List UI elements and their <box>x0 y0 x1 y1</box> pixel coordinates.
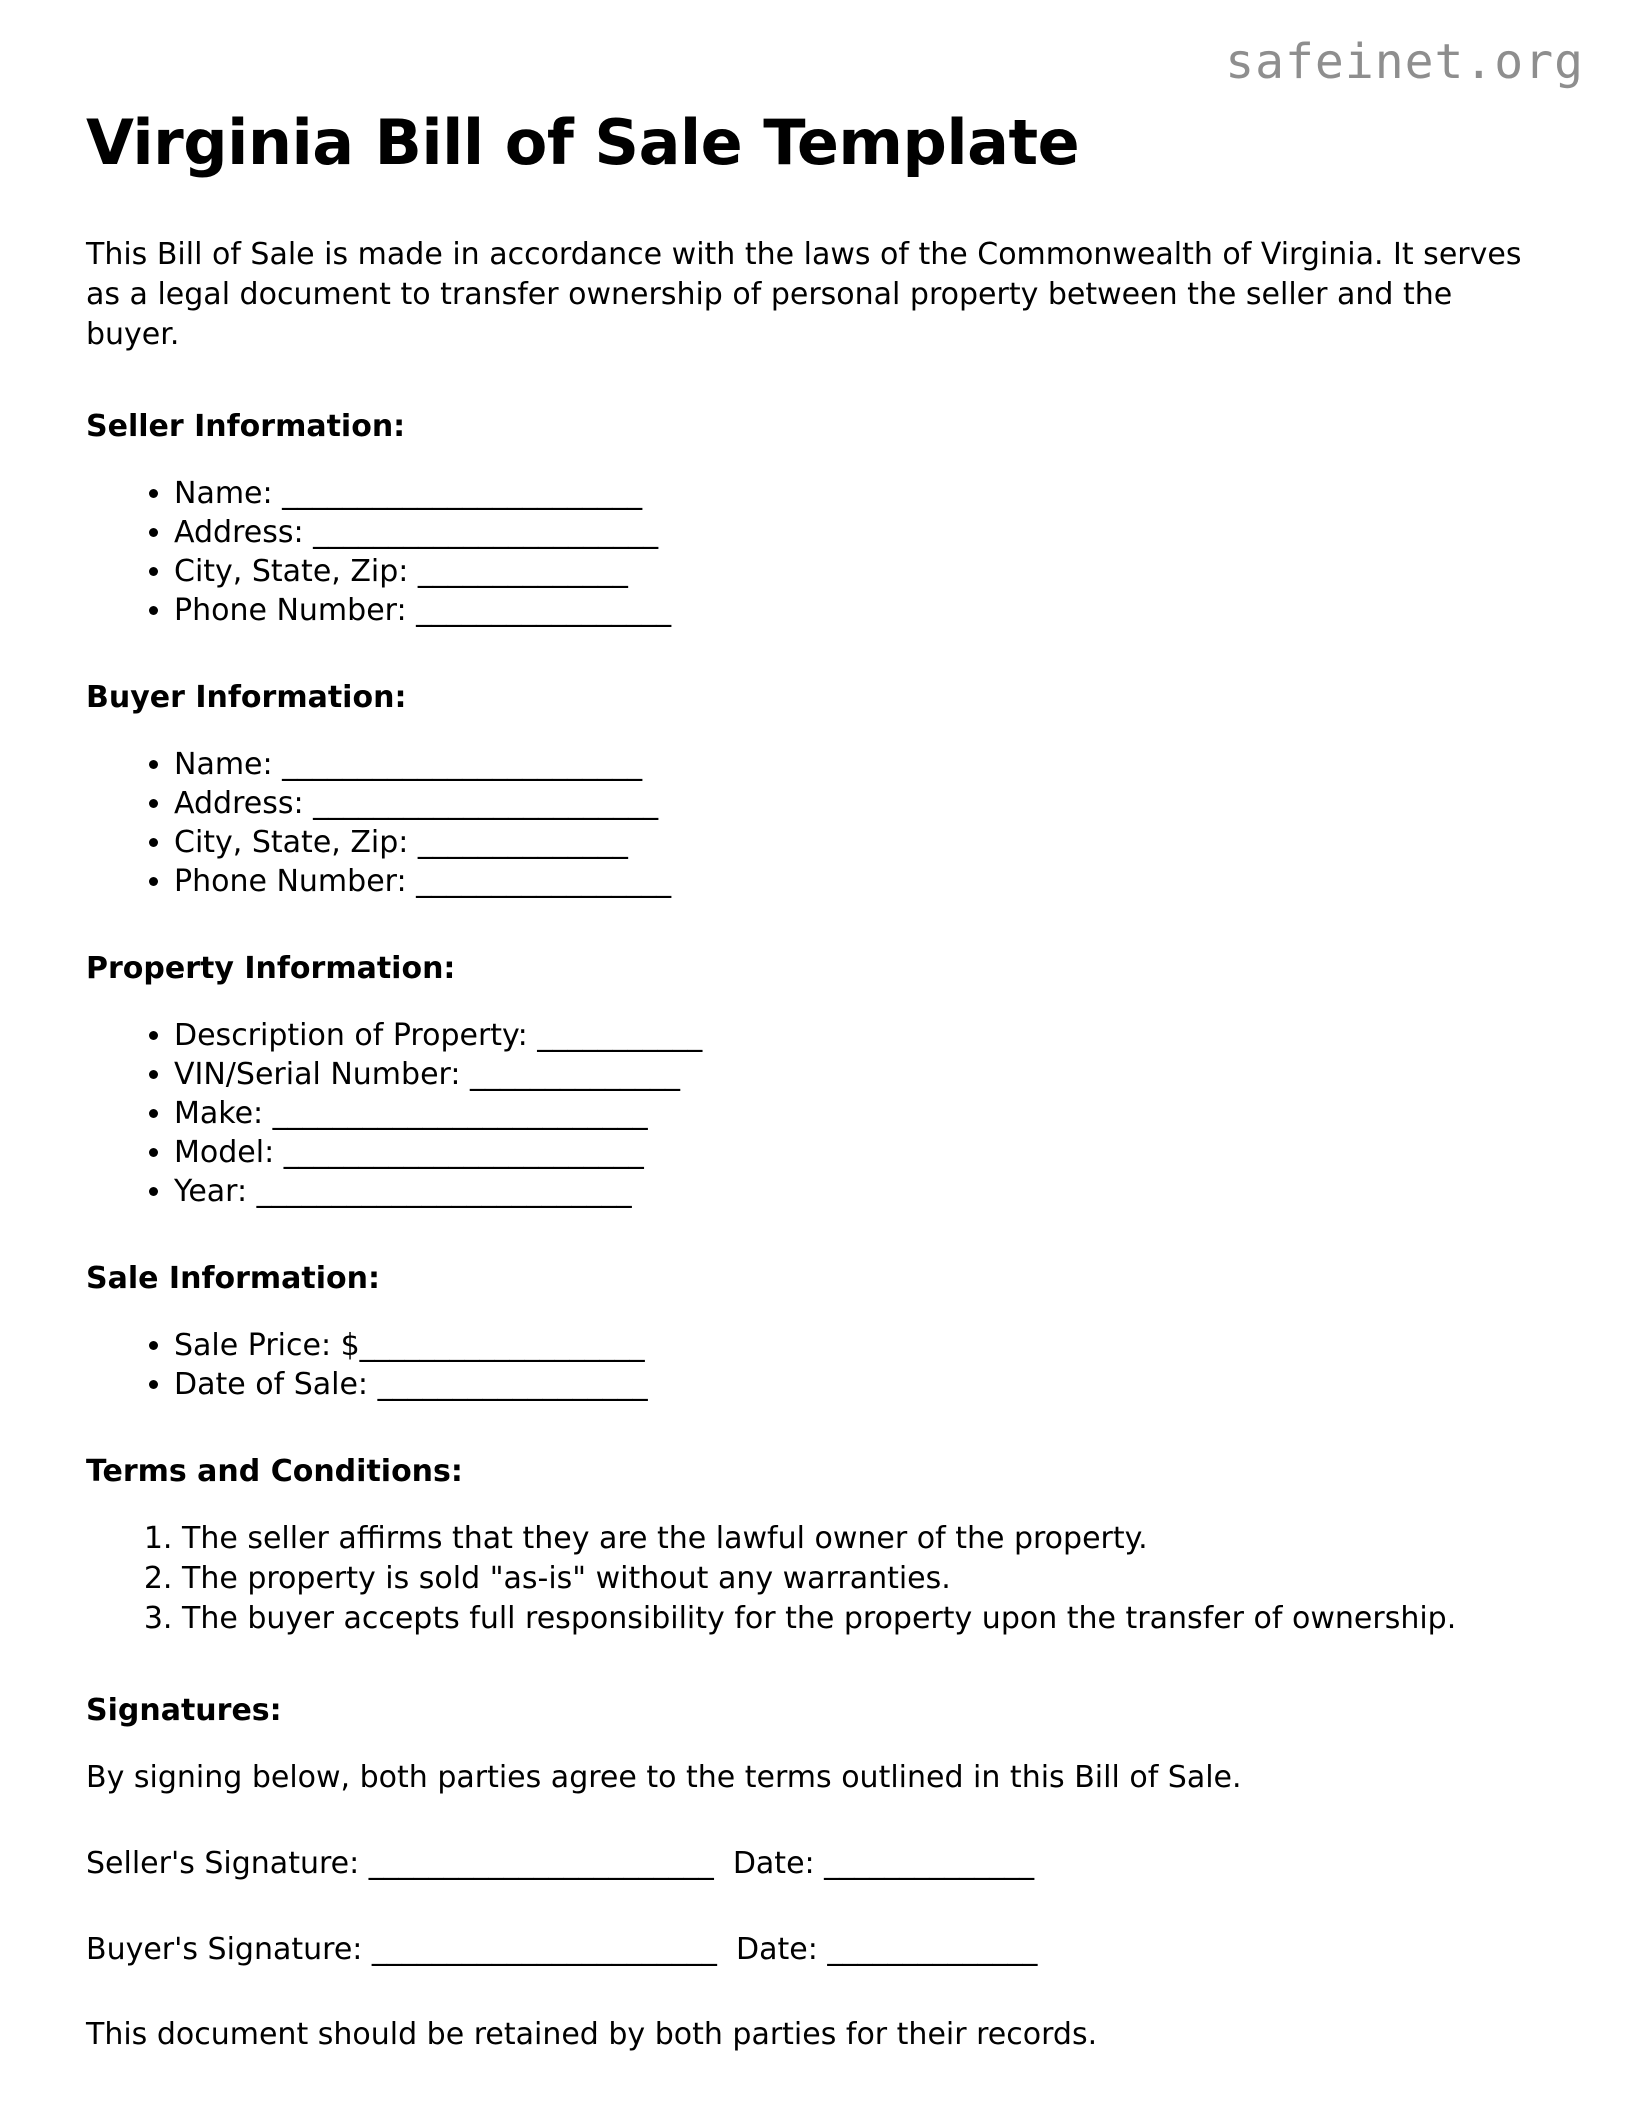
section-heading-signatures: Signatures: <box>86 1692 282 1728</box>
field-blank[interactable]: ______________ <box>408 825 628 861</box>
list-item <box>174 862 1546 901</box>
list-item <box>174 552 1546 591</box>
field-blank[interactable]: _________________ <box>406 593 672 629</box>
list-item: 1. The seller affirms that they are the lawful owner of the property. <box>182 1519 1546 1559</box>
field-label: VIN/Serial Number: <box>174 1057 461 1093</box>
list-item <box>174 1326 1546 1365</box>
seller-signature-line[interactable]: Seller's Signature: _______________________ Date: ______________ <box>86 1845 1035 1881</box>
field-blank[interactable]: ________________________ <box>272 747 643 783</box>
field-blank[interactable]: ___________ <box>527 1018 703 1054</box>
list-item <box>174 1365 1546 1404</box>
field-blank[interactable]: _______________________ <box>303 786 659 822</box>
field-blank[interactable]: _________________________ <box>247 1174 632 1210</box>
field-blank[interactable]: __________________ <box>368 1367 648 1403</box>
field-label: Date of Sale: <box>174 1367 369 1403</box>
field-label: Phone Number: <box>174 864 407 900</box>
list-item <box>174 591 1546 630</box>
field-label: Address: <box>174 786 304 822</box>
field-label: Year: <box>174 1174 248 1210</box>
section-heading-property: Property Information: <box>86 951 456 987</box>
field-label: Make: <box>174 1096 264 1132</box>
section-heading-seller: Seller Information: <box>86 409 406 445</box>
list-item <box>174 474 1546 513</box>
page-title: Virginia Bill of Sale Template <box>86 106 1080 179</box>
document-content <box>86 108 1546 2055</box>
signature-agreement-text: By signing below, both parties agree to the terms outlined in this Bill of Sale. <box>86 1759 1242 1795</box>
field-blank[interactable]: ______________ <box>460 1057 680 1093</box>
field-blank[interactable]: ________________________ <box>272 476 643 512</box>
list-item <box>174 1094 1546 1133</box>
list-item: 3. The buyer accepts full responsibility for the property upon the transfer of ownership. <box>182 1599 1546 1639</box>
field-blank[interactable]: ______________ <box>408 554 628 590</box>
section-heading-terms: Terms and Conditions: <box>86 1454 463 1490</box>
buyer-fields-list <box>86 745 1546 901</box>
field-label: Phone Number: <box>174 593 407 629</box>
field-blank[interactable]: ________________________ <box>274 1135 644 1171</box>
buyer-signature-line[interactable]: Buyer's Signature: _______________________ Date: ______________ <box>86 1931 1038 1967</box>
list-item: 2. The property is sold "as-is" without any warranties. <box>182 1559 1546 1599</box>
field-label: City, State, Zip: <box>174 825 409 861</box>
field-blank[interactable]: ___________________ <box>359 1328 645 1364</box>
section-heading-buyer: Buyer Information: <box>86 680 407 716</box>
list-item <box>174 1016 1546 1055</box>
field-label: Description of Property: <box>174 1018 528 1054</box>
list-item <box>174 1055 1546 1094</box>
terms-list <box>86 1519 1546 1639</box>
list-item <box>174 784 1546 823</box>
site-watermark: safeinet.org <box>1225 34 1584 90</box>
field-blank[interactable]: _________________________ <box>263 1096 648 1132</box>
section-heading-sale: Sale Information: <box>86 1261 380 1297</box>
retention-note: This document should be retained by both parties for their records. <box>86 2017 1098 2053</box>
field-label: Address: <box>174 515 304 551</box>
list-item <box>174 745 1546 784</box>
field-blank[interactable]: _________________ <box>406 864 672 900</box>
intro-paragraph: This Bill of Sale is made in accordance with the laws of the Commonwealth of Virginia. It serves as a legal document to transfer ownership of personal property between the seller and the buyer. <box>86 237 1522 353</box>
sale-fields-list <box>86 1326 1546 1404</box>
list-item <box>174 513 1546 552</box>
list-item <box>174 1133 1546 1172</box>
field-label: Name: <box>174 476 273 512</box>
field-blank[interactable]: _______________________ <box>303 515 659 551</box>
field-label: Name: <box>174 747 273 783</box>
list-item <box>174 1172 1546 1211</box>
field-label: Sale Price: $ <box>174 1328 360 1364</box>
field-label: Model: <box>174 1135 275 1171</box>
seller-fields-list <box>86 474 1546 630</box>
field-label: City, State, Zip: <box>174 554 409 590</box>
property-fields-list <box>86 1016 1546 1211</box>
list-item <box>174 823 1546 862</box>
